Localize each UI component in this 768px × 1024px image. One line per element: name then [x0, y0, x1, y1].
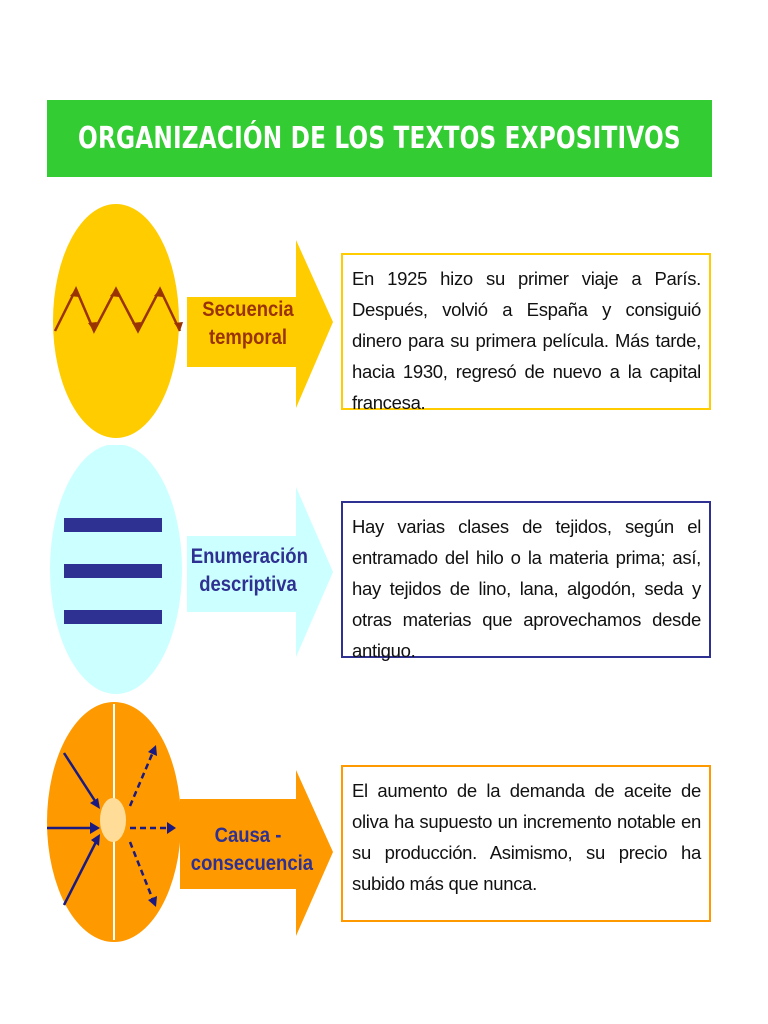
- section-enumeration: [0, 445, 768, 700]
- enumeration-label: [190, 543, 308, 599]
- enumeration-text-box: [341, 501, 711, 661]
- title-banner: [47, 100, 712, 177]
- page-title: ORGANIZACIÓN DE LOS TEXTOS EXPOSITIVOS: [78, 121, 681, 156]
- yellow-circle: [53, 204, 179, 438]
- sequence-label-line2: temporal: [208, 326, 288, 349]
- enumeration-text: Hay varias clases de tejidos, según el entramado del hilo o la materia prima; así, hay tejidos de lino, lana, algodón, seda y otras materias que aprovechamos desde antiguo.: [352, 516, 701, 661]
- sequence-text: En 1925 hizo su primer viaje a París. Después, volvió a España y consiguió dinero para su primera película. Más tarde, hacia 1930, regresó de nuevo a la capital francesa.: [352, 268, 701, 413]
- section-cause: [0, 700, 768, 950]
- cause-label-line2: consecuencia: [190, 852, 314, 875]
- sequence-label-line1: Secuencia: [202, 298, 294, 321]
- cause-label: [190, 822, 314, 878]
- sequence-text-box: [341, 253, 711, 413]
- enumeration-label-line2: descriptiva: [199, 573, 297, 596]
- enumeration-label-line1: Enumeración: [190, 545, 308, 568]
- section-sequence: [0, 200, 768, 445]
- cause-text: El aumento de la demanda de aceite de oliva ha supuesto un incremento notable en su producción. Asimismo, su precio ha subido más que nunca.: [352, 780, 701, 894]
- sequence-label: [195, 296, 301, 352]
- cause-label-line1: Causa -: [214, 824, 282, 847]
- center-point: [100, 798, 126, 842]
- cause-text-box: [341, 765, 711, 922]
